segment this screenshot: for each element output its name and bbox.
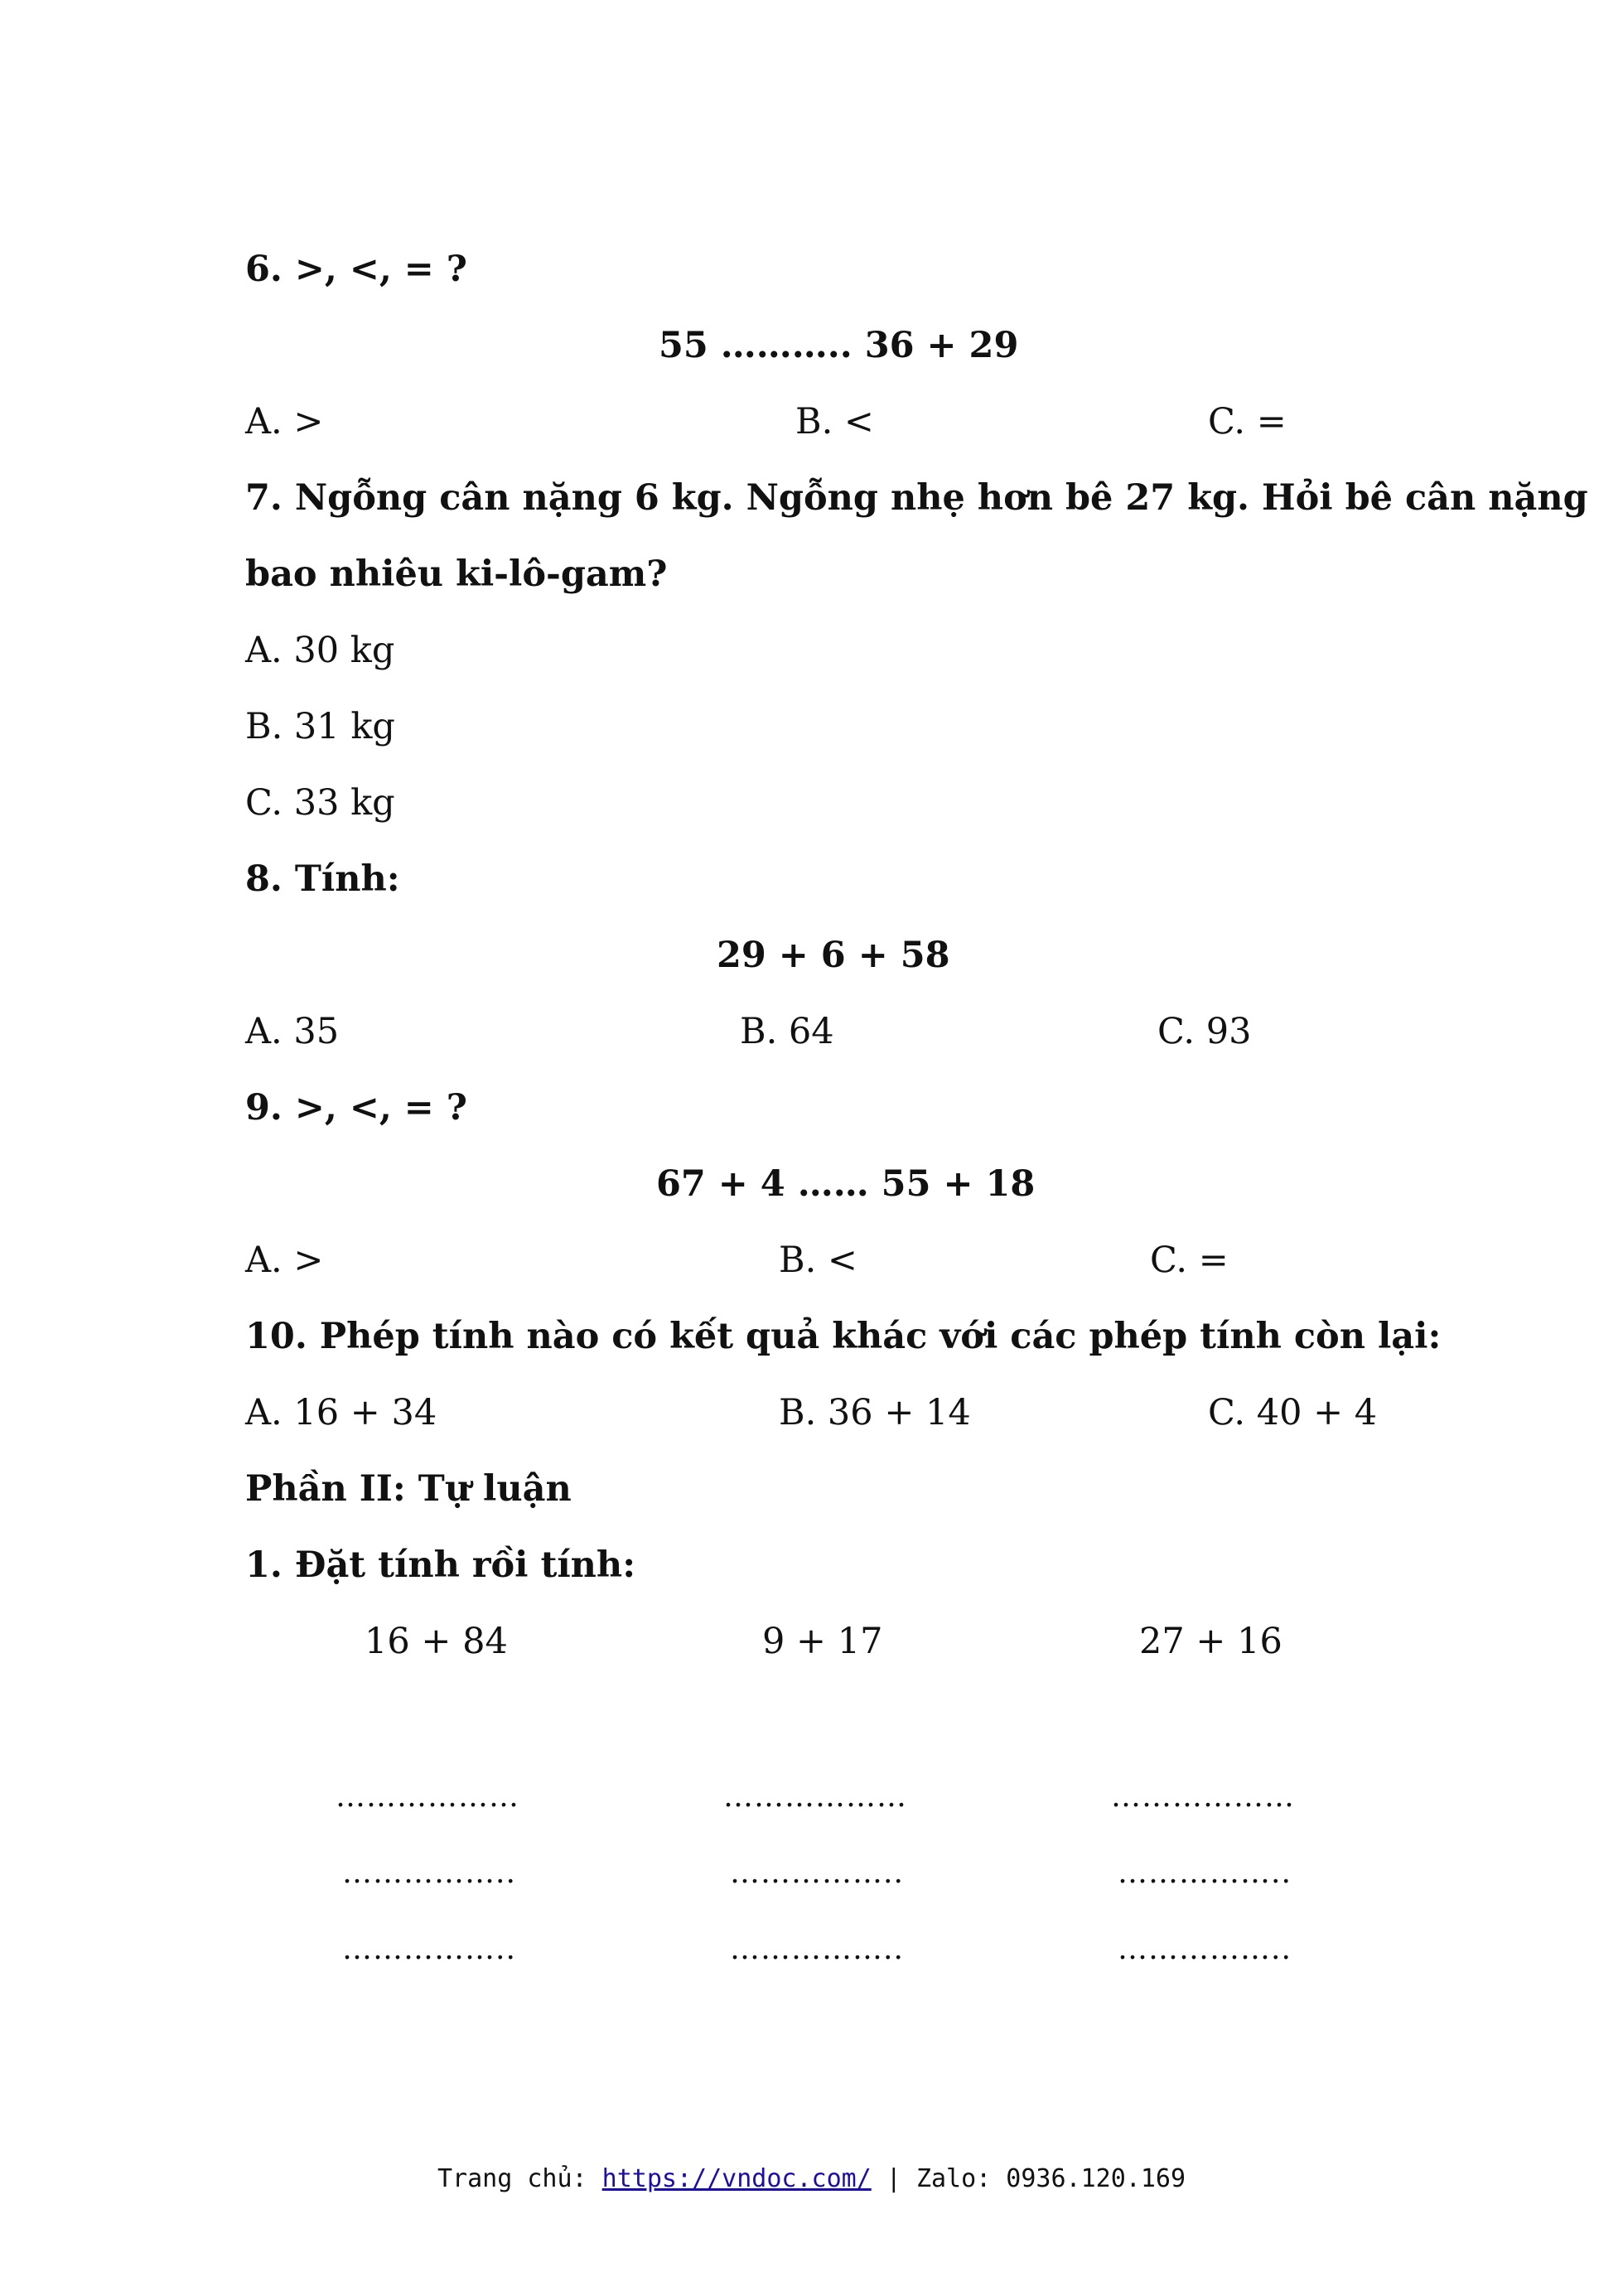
- q8-option-b: B. 64: [740, 1011, 834, 1052]
- q9-option-c: C. =: [1150, 1240, 1229, 1281]
- answer-dots-1-row3: ……………..: [342, 1932, 516, 1966]
- q10-option-b: B. 36 + 14: [779, 1392, 971, 1433]
- footer-homepage-link[interactable]: https://vndoc.com/: [601, 2164, 872, 2193]
- footer-separator: |: [871, 2164, 916, 2193]
- q10-title: 10. Phép tính nào có kết quả khác với các phép tính còn lại:: [245, 1316, 1442, 1357]
- q8-option-c: C. 93: [1157, 1011, 1252, 1052]
- q6-title: 6. >, <, = ?: [245, 249, 467, 290]
- q8-title: 8. Tính:: [245, 858, 400, 900]
- q7-option-c: C. 33 kg: [245, 782, 395, 824]
- q10-option-c: C. 40 + 4: [1208, 1392, 1378, 1433]
- answer-dots-3-row3: ……………..: [1118, 1932, 1292, 1966]
- q7-option-a: A. 30 kg: [245, 630, 395, 671]
- q10-option-a: A. 16 + 34: [245, 1392, 437, 1433]
- calc-expression-2: 9 + 17: [762, 1621, 883, 1662]
- calc-expression-3: 27 + 16: [1139, 1621, 1282, 1662]
- answer-dots-2-row3: ……………..: [730, 1932, 904, 1966]
- answer-dots-1-row1: ………………: [336, 1780, 519, 1814]
- answer-dots-1-row2: ……………..: [342, 1856, 516, 1890]
- q8-expression: 29 + 6 + 58: [717, 935, 950, 976]
- q7-title-line1: 7. Ngỗng cân nặng 6 kg. Ngỗng nhẹ hơn bê 27 kg. Hỏi bê cân nặng: [245, 477, 1588, 519]
- part2-heading: Phần II: Tự luận: [245, 1468, 572, 1510]
- calc-expression-1: 16 + 84: [365, 1621, 508, 1662]
- answer-dots-2-row2: ……………..: [730, 1856, 904, 1890]
- q9-option-b: B. <: [779, 1240, 857, 1281]
- q9-option-a: A. >: [245, 1240, 324, 1281]
- answer-dots-3-row1: ………………: [1111, 1780, 1295, 1814]
- footer-prefix: Trang chủ:: [437, 2164, 602, 2193]
- q7-title-line2: bao nhiêu ki-lô-gam?: [245, 553, 668, 595]
- q7-option-b: B. 31 kg: [245, 706, 395, 747]
- q9-expression: 67 + 4 …… 55 + 18: [656, 1163, 1036, 1205]
- answer-dots-3-row2: ……………..: [1118, 1856, 1292, 1890]
- page-footer: [0, 2163, 1623, 2196]
- part2-q1-title: 1. Đặt tính rồi tính:: [245, 1544, 636, 1586]
- q8-option-a: A. 35: [245, 1011, 340, 1052]
- footer-zalo: Zalo: 0936.120.169: [915, 2164, 1186, 2193]
- q6-option-c: C. =: [1208, 401, 1287, 442]
- q6-option-b: B. <: [795, 401, 874, 442]
- q6-expression: 55 ……….. 36 + 29: [659, 325, 1019, 366]
- answer-dots-2-row1: ………………: [723, 1780, 907, 1814]
- q6-option-a: A. >: [245, 401, 324, 442]
- q9-title: 9. >, <, = ?: [245, 1087, 467, 1129]
